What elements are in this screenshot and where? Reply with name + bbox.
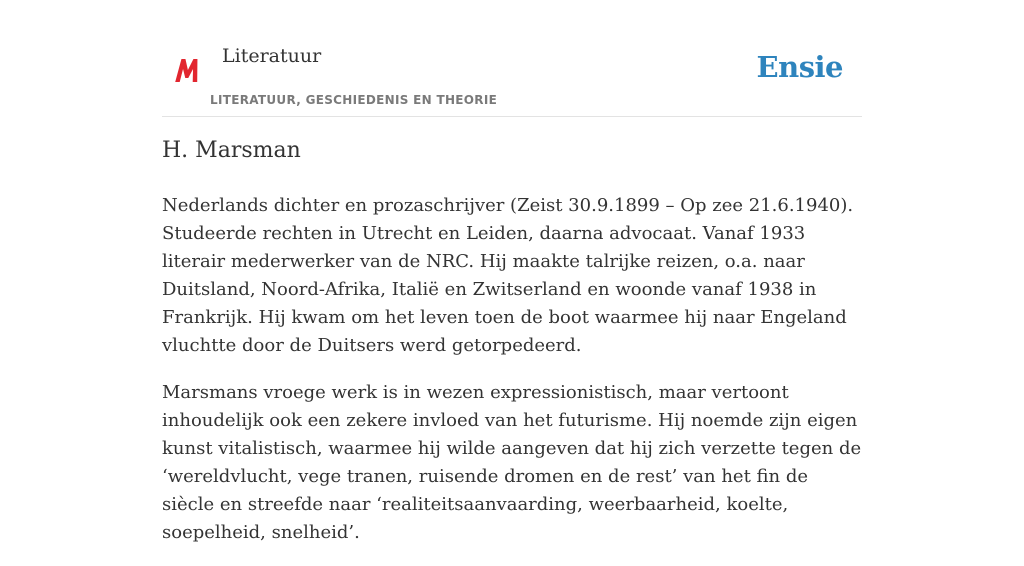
category-link[interactable]: Literatuur <box>222 45 322 67</box>
paragraph: Marsmans vroege werk is in wezen expressionistisch, maar vertoont inhoudelijk ook een zekere invloed van het futurisme. Hij noemde zijn eigen kunst vitalistisch, waarmee hij wilde aangeven dat hij zich verzette tegen de ‘wereldvlucht, vege tranen, ruisende dromen en de rest’ van het fin de siècle en streefde naar ‘realiteitsaanvaarding, weerbaarheid, koelte, soepelheid, snelheid’. <box>162 382 862 543</box>
m-logo-icon[interactable] <box>173 55 199 85</box>
site-header <box>162 0 862 117</box>
paragraph: Nederlands dichter en prozaschrijver (Zeist 30.9.1899 – Op zee 21.6.1940). Studeerde rechten in Utrecht en Leiden, daarna advocaat. Vanaf 1933 literair mederwerker van de NRC. Hij maakte talrijke reizen, o.a. naar Duitsland, Noord-Afrika, Italië en Zwitserland en woonde vanaf 1938 in Frankrijk. Hij kwam om het leven toen de boot waarmee hij naar Engeland vluchtte door de Duitsers werd getorpedeerd. <box>162 195 854 356</box>
category-subtitle: LITERATUUR, GESCHIEDENIS EN THEORIE <box>210 93 498 107</box>
article-body <box>162 192 864 566</box>
page-title: H. Marsman <box>162 138 301 163</box>
brand-logo[interactable]: Ensie <box>756 50 843 84</box>
